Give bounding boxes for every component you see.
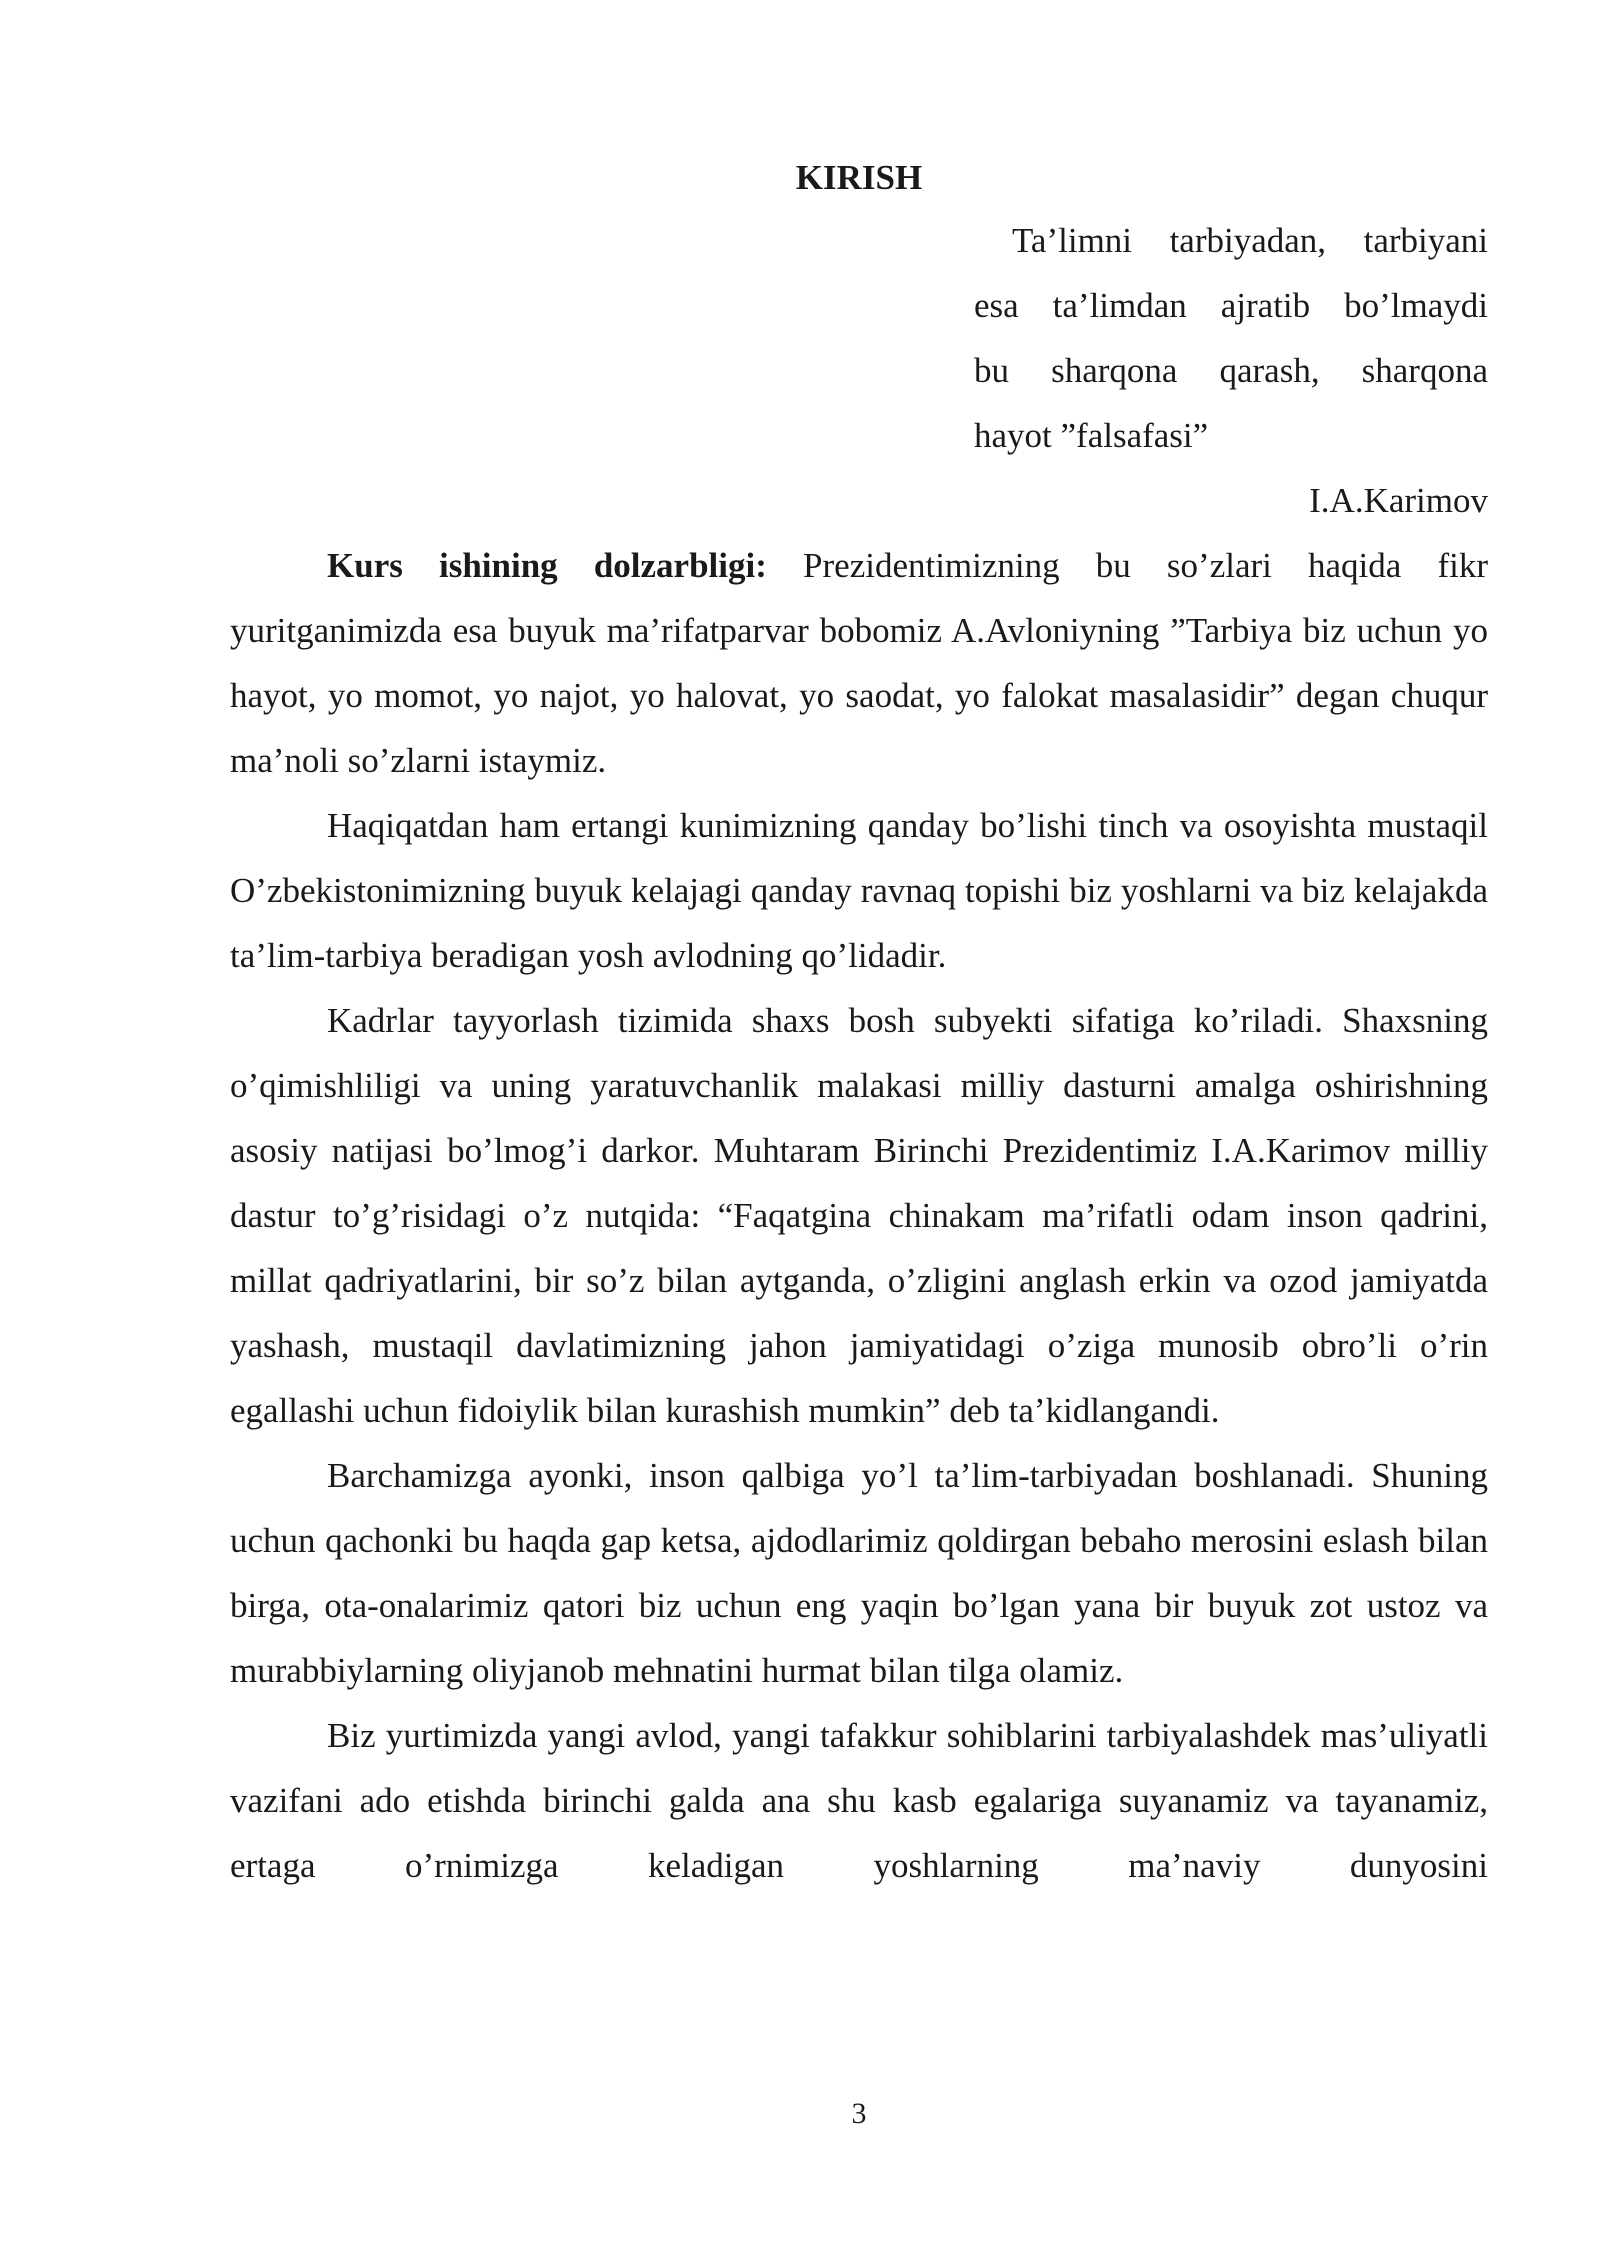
paragraph-text: Prezidentimizning bu so’zlari haqida fikr yuritganimizda esa buyuk ma’rifatparvar bobomiz A.Avloniyning ”Tarbiya biz uchun yo hayot, yo momot, yo najot, yo halovat, yo saodat, yo falokat masalasidir” degan chuqur ma’noli so’zlarni istaymiz. — [230, 546, 1488, 780]
page-number: 3 — [851, 2097, 867, 2130]
epigraph-line: Ta’limni tarbiyadan, tarbiyani — [1012, 221, 1488, 260]
epigraph — [974, 208, 1488, 468]
paragraph-lead: Kurs ishining dolzarbligi: — [327, 546, 767, 585]
paragraph-relevance — [230, 533, 1488, 793]
paragraph: Kadrlar tayyorlash tizimida shaxs bosh subyekti sifatiga ko’riladi. Shaxsning o’qimishliligi va uning yaratuvchanlik malakasi milliy dasturni amalga oshirishning asosiy natijasi bo’lmog’i darkor. Muhtaram Birinchi Prezidentimiz I.A.Karimov milliy dastur to’g’risidagi o’z nutqida: “Faqatgina chinakam ma’rifatli odam inson qadrini, millat qadriyatlarini, bir so’z bilan aytganda, o’zligini anglash erkin va ozod jamiyatda yashash, mustaqil davlatimizning jahon jamiyatidagi o’ziga munosib obro’li o’rin egallashi uchun fidoiylik bilan kurashish mumkin” deb ta’kidlangandi. — [230, 1001, 1488, 1430]
page-title: KIRISH — [795, 158, 923, 197]
paragraph: Haqiqatdan ham ertangi kunimizning qanday bo’lishi tinch va osoyishta mustaqil O’zbekistonimizning buyuk kelajagi qanday ravnaq topishi biz yoshlarni va biz kelajakda ta’lim-tarbiya beradigan yosh avlodning qo’lidadir. — [230, 806, 1488, 975]
paragraph: Biz yurtimizda yangi avlod, yangi tafakkur sohiblarini tarbiyalashdek mas’uliyatli vazifani ado etishda birinchi galda ana shu kasb egalariga suyanamiz va tayanamiz, ertaga o’rnimizga keladigan yoshlarning ma’naviy dunyosini — [230, 1716, 1488, 1885]
epigraph-line: hayot ”falsafasi” — [974, 416, 1209, 455]
epigraph-author: I.A.Karimov — [1309, 481, 1488, 520]
epigraph-line: bu sharqona qarash, sharqona — [974, 351, 1488, 390]
paragraph: Barchamizga ayonki, inson qalbiga yo’l ta’lim-tarbiyadan boshlanadi. Shuning uchun qachonki bu haqda gap ketsa, ajdodlarimiz qoldirgan bebaho merosini eslash bilan birga, ota-onalarimiz qatori biz uchun eng yaqin bo’lgan yana bir buyuk zot ustoz va murabbiylarning oliyjanob mehnatini hurmat bilan tilga olamiz. — [230, 1456, 1488, 1690]
epigraph-line: esa ta’limdan ajratib bo’lmaydi — [974, 286, 1488, 325]
body-text — [230, 533, 1488, 1898]
